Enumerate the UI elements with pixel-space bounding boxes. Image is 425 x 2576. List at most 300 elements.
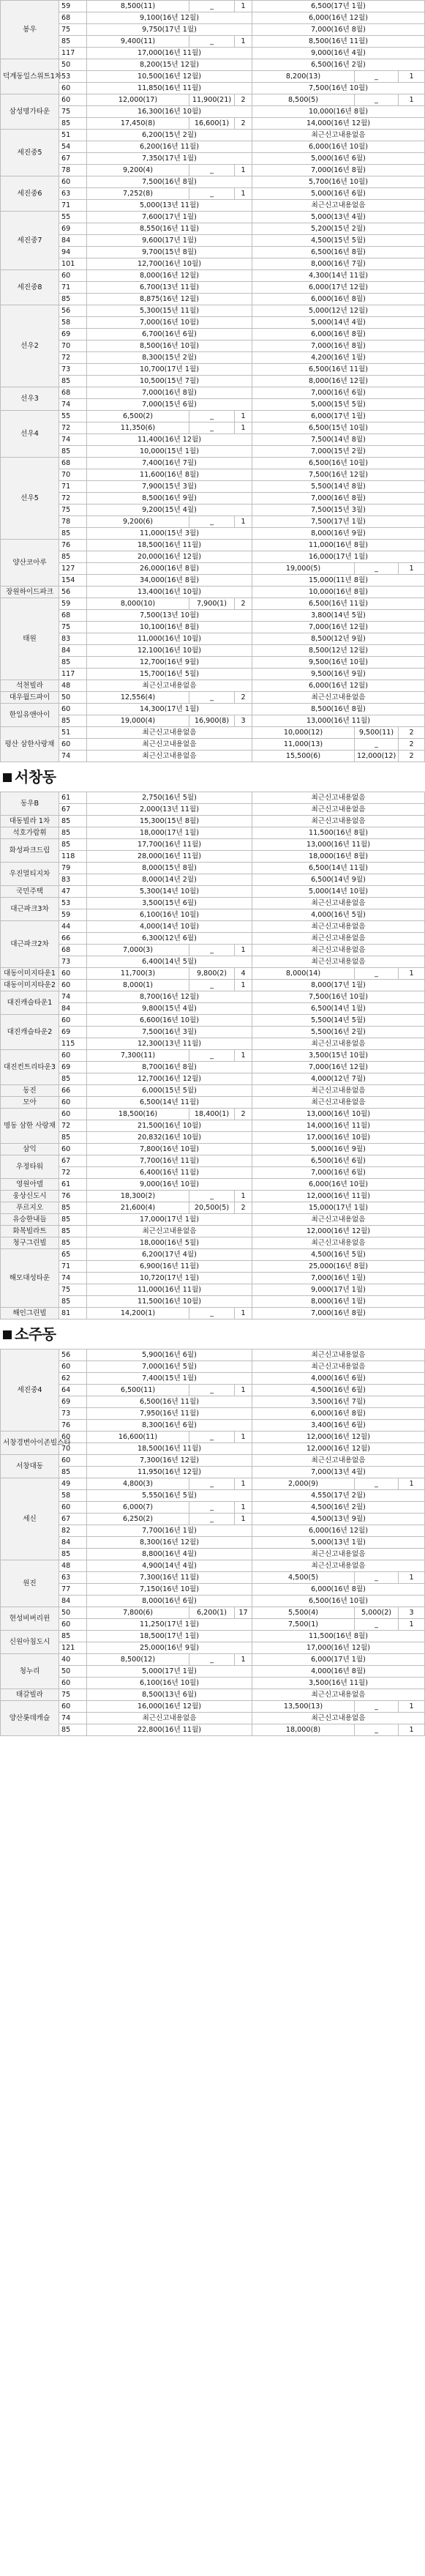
area-cell: 85	[59, 1631, 87, 1642]
rent-price-cell: 6,500(17년 1월)	[252, 1, 425, 12]
rent-price-cell: 5,500(4)	[252, 1607, 355, 1619]
sale-price-cell: 5,900(16년 6월)	[87, 1350, 252, 1361]
table-row	[1, 1654, 425, 1666]
sale-price-cell: 7,350(17년 1월)	[87, 153, 252, 165]
complex-name: 웅상신도시	[1, 1191, 59, 1202]
sale-price-cell: 17,000(16년 11월)	[87, 48, 252, 59]
rent-price-cell: 7,000(13년 4월)	[252, 1467, 425, 1478]
table-row	[1, 165, 425, 176]
rent-price-cell: 6,000(16년 12월)	[252, 12, 425, 24]
area-cell: 60	[59, 1015, 87, 1027]
rent-sub-cell: 9,500(11)	[355, 727, 399, 739]
sale-price-cell: 11,400(16년 12월)	[87, 434, 252, 446]
area-cell: 60	[59, 94, 87, 106]
area-cell: 72	[59, 422, 87, 434]
area-cell: 72	[59, 1120, 87, 1132]
rent-price-cell: 6,000(17년 1월)	[252, 411, 425, 422]
area-cell: 84	[59, 1537, 87, 1549]
area-cell: 75	[59, 106, 87, 118]
sale-price-cell: 6,400(14년 5월)	[87, 956, 252, 968]
table-row	[1, 1120, 425, 1132]
rent-price-cell: 5,200(15년 2월)	[252, 223, 425, 235]
sale-price-cell: 6,700(13년 11월)	[87, 282, 252, 294]
table-row	[1, 352, 425, 364]
sale-price-cell: 13,400(16년 10월)	[87, 587, 252, 598]
rent-price-cell: 12,000(16년 12월)	[252, 1226, 425, 1237]
area-cell: 60	[59, 83, 87, 94]
complex-name: 세신	[1, 1478, 59, 1560]
complex-name: 신원아침도시	[1, 1631, 59, 1654]
sale-price-cell: 6,700(16년 6월)	[87, 329, 252, 340]
complex-name: 우진멀티지차	[1, 863, 59, 886]
area-cell: 76	[59, 540, 87, 551]
table-row	[1, 294, 425, 305]
area-cell: 60	[59, 1144, 87, 1155]
rent-price-cell: 19,000(5)	[252, 563, 355, 575]
table-row	[1, 1361, 425, 1373]
table-row	[1, 1713, 425, 1724]
rent-price-cell: 7,000(16년 8월)	[252, 340, 425, 352]
table-row	[1, 329, 425, 340]
area-cell: 60	[59, 1109, 87, 1120]
rent-price-cell: 7,500(16년 10월)	[252, 83, 425, 94]
area-cell: 67	[59, 1155, 87, 1167]
rent-price-cell: 최근신고내용없음	[252, 956, 425, 968]
area-cell: 60	[59, 1502, 87, 1514]
sale-price-cell: 7,800(16년 10월)	[87, 1144, 252, 1155]
sale-price-cell: 17,700(16년 11월)	[87, 839, 252, 851]
table-row	[1, 200, 425, 212]
rent-price-cell: 12,000(16년 12월)	[252, 1432, 425, 1443]
sale-price-cell: 18,500(16년 11월)	[87, 540, 252, 551]
rent-price-cell: 5,500(14년 5월)	[252, 1015, 425, 1027]
rent-price-cell: 최근신고내용없음	[252, 1689, 425, 1701]
table-row	[1, 305, 425, 317]
sale-price-cell: 8,500(16년 9월)	[87, 493, 252, 505]
area-cell: 68	[59, 458, 87, 469]
sale-count-cell: 1	[235, 1050, 252, 1062]
rent-price-cell: 5,000(13년 1월)	[252, 1537, 425, 1549]
area-cell: 71	[59, 200, 87, 212]
section-title: 소주동	[15, 1325, 56, 1343]
sale-price-cell: 11,000(16년 11월)	[87, 1284, 252, 1296]
sale-price-cell: 15,300(15년 8월)	[87, 816, 252, 827]
table-row	[1, 1296, 425, 1308]
area-cell: 70	[59, 469, 87, 481]
sale-price-cell: 16,300(16년 10월)	[87, 106, 252, 118]
table-row	[1, 1525, 425, 1537]
table-row	[1, 434, 425, 446]
rent-price-cell: 5,000(16년 6월)	[252, 188, 425, 200]
sale-price-cell: 6,200(17년 4월)	[87, 1249, 252, 1261]
area-cell: 121	[59, 1642, 87, 1654]
rent-price-cell: 7,000(16년 6월)	[252, 1167, 425, 1179]
table-row	[1, 1385, 425, 1396]
sale-sub-cell: _	[189, 1654, 235, 1666]
complex-name: 봉우	[1, 1, 59, 59]
rent-price-cell: 5,000(13년 4월)	[252, 212, 425, 223]
area-cell: 63	[59, 1572, 87, 1584]
sale-sub-cell: _	[189, 1478, 235, 1490]
table-row	[1, 1249, 425, 1261]
area-cell: 72	[59, 1167, 87, 1179]
area-cell: 71	[59, 481, 87, 493]
rent-price-cell: 최근신고내용없음	[252, 1038, 425, 1050]
sale-count-cell: 2	[235, 598, 252, 610]
table-row	[1, 1144, 425, 1155]
rent-price-cell: 8,000(16년 12월)	[252, 376, 425, 387]
table-row	[1, 715, 425, 727]
rent-price-cell: 5,000(14년 10월)	[252, 886, 425, 898]
rent-price-cell: 최근신고내용없음	[252, 1549, 425, 1560]
table-row	[1, 446, 425, 458]
area-cell: 73	[59, 364, 87, 376]
sale-sub-cell: _	[189, 692, 235, 704]
sale-price-cell: 9,700(15년 8월)	[87, 247, 252, 258]
table-row	[1, 1027, 425, 1038]
table-row	[1, 851, 425, 863]
sale-price-cell: 12,556(4)	[87, 692, 189, 704]
sale-sub-cell: _	[189, 1, 235, 12]
table-row	[1, 645, 425, 657]
sale-price-cell: 9,000(16년 10월)	[87, 1179, 252, 1191]
table-row	[1, 141, 425, 153]
table-row	[1, 422, 425, 434]
area-cell: 54	[59, 141, 87, 153]
sale-price-cell: 2,000(13년 11월)	[87, 804, 252, 816]
sale-price-cell: 6,500(14년 11월)	[87, 1097, 252, 1109]
rent-price-cell: 5,000(16년 6월)	[252, 153, 425, 165]
area-cell: 74	[59, 751, 87, 762]
table-row	[1, 909, 425, 921]
sale-price-cell: 10,700(17년 1월)	[87, 364, 252, 376]
rent-price-cell: 7,000(16년 8월)	[252, 24, 425, 36]
area-cell: 68	[59, 387, 87, 399]
area-cell: 69	[59, 329, 87, 340]
rent-price-cell: 11,000(13)	[252, 739, 355, 751]
area-cell: 68	[59, 945, 87, 956]
rent-count-cell: 2	[399, 727, 425, 739]
sale-price-cell: 21,500(16년 10월)	[87, 1120, 252, 1132]
rent-price-cell: 최근신고내용없음	[252, 130, 425, 141]
area-cell: 85	[59, 816, 87, 827]
sale-price-cell: 18,500(17년 1월)	[87, 1631, 252, 1642]
area-cell: 59	[59, 909, 87, 921]
area-cell: 60	[59, 270, 87, 282]
sale-sub-cell: _	[189, 1502, 235, 1514]
complex-name: 원진	[1, 1560, 59, 1607]
area-cell: 85	[59, 715, 87, 727]
table-row	[1, 598, 425, 610]
table-row	[1, 968, 425, 980]
area-cell: 85	[59, 1549, 87, 1560]
sale-price-cell: 14,300(17년 1월)	[87, 704, 252, 715]
table-row	[1, 48, 425, 59]
table-row	[1, 933, 425, 945]
sale-price-cell: 7,300(11)	[87, 1050, 189, 1062]
rent-price-cell: 최근신고내용없음	[252, 1361, 425, 1373]
rent-price-cell: 7,000(16년 1월)	[252, 1273, 425, 1284]
table-row	[1, 235, 425, 247]
sale-count-cell: 1	[235, 1654, 252, 1666]
area-cell: 84	[59, 235, 87, 247]
table-row	[1, 399, 425, 411]
complex-name: 대동이미지타운2	[1, 980, 59, 991]
table-row	[1, 1308, 425, 1319]
area-cell: 85	[59, 118, 87, 130]
sale-price-cell: 7,600(17년 1월)	[87, 212, 252, 223]
area-cell: 58	[59, 317, 87, 329]
rent-sub-cell: _	[355, 1701, 399, 1713]
area-cell: 84	[59, 1596, 87, 1607]
sale-sub-cell: 11,900(21)	[189, 94, 235, 106]
sale-price-cell: 7,800(6)	[87, 1607, 189, 1619]
area-cell: 53	[59, 71, 87, 83]
sale-price-cell: 7,300(16년 12월)	[87, 1455, 252, 1467]
rent-price-cell: 6,500(16년 8월)	[252, 247, 425, 258]
area-cell: 127	[59, 563, 87, 575]
rent-price-cell: 7,000(15년 2월)	[252, 446, 425, 458]
rent-price-cell: 10,000(12)	[252, 727, 355, 739]
area-cell: 65	[59, 1249, 87, 1261]
complex-name: 유승한내들	[1, 1214, 59, 1226]
sale-price-cell: 12,100(16년 10월)	[87, 645, 252, 657]
complex-name: 서창경변아이존빌스타	[1, 1432, 59, 1455]
rent-price-cell: 7,000(16년 12월)	[252, 622, 425, 633]
complex-name: 양산코아루	[1, 540, 59, 587]
rent-price-cell: 8,500(12년 12월)	[252, 645, 425, 657]
sale-sub-cell: 16,600(1)	[189, 118, 235, 130]
sale-price-cell: 26,000(16년 8월)	[87, 563, 252, 575]
sale-price-cell: 7,900(15년 3월)	[87, 481, 252, 493]
rent-price-cell: 4,500(16년 2월)	[252, 1502, 425, 1514]
table-row	[1, 387, 425, 399]
table-row	[1, 505, 425, 516]
complex-name: 청누리	[1, 1654, 59, 1689]
sale-count-cell: 1	[235, 1385, 252, 1396]
rent-sub-cell: _	[355, 1572, 399, 1584]
rent-count-cell: 2	[399, 751, 425, 762]
complex-name: 대진컨트리타운3	[1, 1050, 59, 1085]
table-row	[1, 991, 425, 1003]
sale-count-cell: 2	[235, 1109, 252, 1120]
area-cell: 75	[59, 24, 87, 36]
sale-price-cell: 14,200(1)	[87, 1308, 189, 1319]
sale-price-cell: 20,832(16년 10월)	[87, 1132, 252, 1144]
complex-name: 세진중7	[1, 212, 59, 270]
area-cell: 50	[59, 1666, 87, 1678]
sale-price-cell: 17,450(8)	[87, 118, 189, 130]
area-cell: 56	[59, 1350, 87, 1361]
rent-price-cell: 5,700(16년 10월)	[252, 176, 425, 188]
table-row	[1, 551, 425, 563]
area-cell: 85	[59, 1202, 87, 1214]
sale-price-cell: 6,500(2)	[87, 411, 189, 422]
table-row	[1, 1420, 425, 1432]
sale-price-cell: 7,700(16년 11월)	[87, 1155, 252, 1167]
sale-count-cell: 1	[235, 1308, 252, 1319]
rent-price-cell: 17,000(16년 12월)	[252, 1642, 425, 1654]
area-cell: 70	[59, 1443, 87, 1455]
table-row	[1, 669, 425, 680]
table-row	[1, 1202, 425, 1214]
complex-name: 대근파크3차	[1, 898, 59, 921]
complex-name: 우정타워	[1, 1155, 59, 1179]
sale-price-cell: 12,000(17)	[87, 94, 189, 106]
sale-count-cell: 1	[235, 1502, 252, 1514]
area-cell: 60	[59, 1619, 87, 1631]
rent-price-cell: 7,500(16년 10월)	[252, 991, 425, 1003]
rent-sub-cell: _	[355, 968, 399, 980]
rent-price-cell: 5,000(15년 5월)	[252, 399, 425, 411]
sale-price-cell: 19,000(4)	[87, 715, 189, 727]
area-cell: 69	[59, 223, 87, 235]
area-cell: 85	[59, 1296, 87, 1308]
table-row	[1, 1261, 425, 1273]
rent-price-cell: 6,000(16년 8월)	[252, 294, 425, 305]
rent-price-cell: 13,000(16년 10월)	[252, 1109, 425, 1120]
area-cell: 50	[59, 692, 87, 704]
price-table	[0, 0, 425, 762]
sale-count-cell: 2	[235, 692, 252, 704]
table-row	[1, 792, 425, 804]
area-cell: 70	[59, 340, 87, 352]
complex-name: 장원하이드파크	[1, 587, 59, 598]
complex-name: 선우5	[1, 458, 59, 540]
sale-price-cell: 16,000(16년 12월)	[87, 1701, 252, 1713]
sale-count-cell: 1	[235, 516, 252, 528]
area-cell: 73	[59, 956, 87, 968]
rent-price-cell: 18,000(16년 8월)	[252, 851, 425, 863]
area-cell: 74	[59, 1273, 87, 1284]
sale-price-cell: 11,000(15년 3월)	[87, 528, 252, 540]
sale-price-cell: 6,250(2)	[87, 1514, 189, 1525]
rent-price-cell: 7,500(16년 12월)	[252, 469, 425, 481]
area-cell: 69	[59, 1062, 87, 1073]
sale-price-cell: 8,000(16년 6월)	[87, 1596, 252, 1607]
table-row	[1, 1467, 425, 1478]
table-row	[1, 212, 425, 223]
rent-price-cell: 7,500(14년 8월)	[252, 434, 425, 446]
rent-price-cell: 6,500(16년 6월)	[252, 1155, 425, 1167]
rent-price-cell: 최근신고내용없음	[252, 792, 425, 804]
area-cell: 85	[59, 1237, 87, 1249]
area-cell: 82	[59, 1525, 87, 1537]
sale-price-cell: 2,750(16년 5월)	[87, 792, 252, 804]
sale-price-cell: 10,000(15년 1월)	[87, 446, 252, 458]
rent-price-cell: 4,500(5)	[252, 1572, 355, 1584]
table-row	[1, 1478, 425, 1490]
table-row	[1, 1062, 425, 1073]
complex-name: 세진중5	[1, 130, 59, 176]
sale-price-cell: 6,200(16년 11월)	[87, 141, 252, 153]
rent-price-cell: 15,000(11년 8월)	[252, 575, 425, 587]
table-row	[1, 610, 425, 622]
table-row	[1, 1109, 425, 1120]
area-cell: 83	[59, 874, 87, 886]
table-row	[1, 1443, 425, 1455]
table-row	[1, 1373, 425, 1385]
area-cell: 51	[59, 130, 87, 141]
table-row	[1, 376, 425, 387]
area-cell: 85	[59, 294, 87, 305]
rent-price-cell: 12,000(16년 12월)	[252, 1443, 425, 1455]
area-cell: 60	[59, 1455, 87, 1467]
area-cell: 60	[59, 980, 87, 991]
rent-count-cell: 1	[399, 94, 425, 106]
rent-price-cell: 5,000(16년 9월)	[252, 1144, 425, 1155]
sale-price-cell: 10,500(16년 12월)	[87, 71, 252, 83]
rent-price-cell: 4,000(16년 5월)	[252, 909, 425, 921]
area-cell: 72	[59, 493, 87, 505]
rent-price-cell: 4,000(16년 8월)	[252, 1666, 425, 1678]
area-cell: 75	[59, 1284, 87, 1296]
area-cell: 67	[59, 804, 87, 816]
area-cell: 85	[59, 551, 87, 563]
table-row	[1, 364, 425, 376]
sale-price-cell: 8,500(11)	[87, 1, 189, 12]
sale-price-cell: 12,700(16년 9월)	[87, 657, 252, 669]
sale-price-cell: 6,500(11)	[87, 1385, 189, 1396]
area-cell: 85	[59, 827, 87, 839]
sale-sub-cell: _	[189, 422, 235, 434]
rent-price-cell: 6,000(16년 8월)	[252, 329, 425, 340]
area-cell: 40	[59, 1654, 87, 1666]
area-cell: 59	[59, 1, 87, 12]
area-cell: 60	[59, 739, 87, 751]
sale-price-cell: 6,000(15년 5월)	[87, 1085, 252, 1097]
table-row	[1, 704, 425, 715]
complex-name: 국민주택	[1, 886, 59, 898]
complex-name: 양산롯데캐슬	[1, 1701, 59, 1736]
area-cell: 117	[59, 48, 87, 59]
area-cell: 51	[59, 727, 87, 739]
rent-price-cell: 3,400(16년 6월)	[252, 1420, 425, 1432]
area-cell: 78	[59, 165, 87, 176]
sale-price-cell: 8,875(16년 12월)	[87, 294, 252, 305]
complex-name: 청구그린빌	[1, 1237, 59, 1249]
area-cell: 84	[59, 1003, 87, 1015]
sale-price-cell: 21,600(4)	[87, 1202, 189, 1214]
area-cell: 69	[59, 1396, 87, 1408]
sale-price-cell: 9,200(4)	[87, 165, 189, 176]
complex-name: 선우4	[1, 411, 59, 458]
sale-sub-cell: _	[189, 411, 235, 422]
area-cell: 85	[59, 446, 87, 458]
table-row	[1, 1490, 425, 1502]
table-row	[1, 804, 425, 816]
complex-name: 푸르지오	[1, 1202, 59, 1214]
sale-price-cell: 22,800(16년 11월)	[87, 1724, 252, 1736]
complex-name: 화목빌라트	[1, 1226, 59, 1237]
table-row	[1, 516, 425, 528]
table-row	[1, 1572, 425, 1584]
rent-price-cell: 3,500(16년 7월)	[252, 1396, 425, 1408]
table-row	[1, 1003, 425, 1015]
table-row	[1, 540, 425, 551]
complex-name: 세진중4	[1, 1350, 59, 1432]
sale-price-cell: 34,000(16년 8월)	[87, 575, 252, 587]
area-cell: 79	[59, 863, 87, 874]
table-row	[1, 340, 425, 352]
sale-price-cell: 8,000(14년 2월)	[87, 874, 252, 886]
sale-price-cell: 7,000(15년 6월)	[87, 399, 252, 411]
rent-price-cell: 5,500(14년 8월)	[252, 481, 425, 493]
complex-name: 명동 삼한 사랑채	[1, 1109, 59, 1144]
sale-price-cell: 17,000(17년 1월)	[87, 1214, 252, 1226]
rent-sub-cell: _	[355, 1724, 399, 1736]
sale-price-cell: 8,000(15년 8월)	[87, 863, 252, 874]
